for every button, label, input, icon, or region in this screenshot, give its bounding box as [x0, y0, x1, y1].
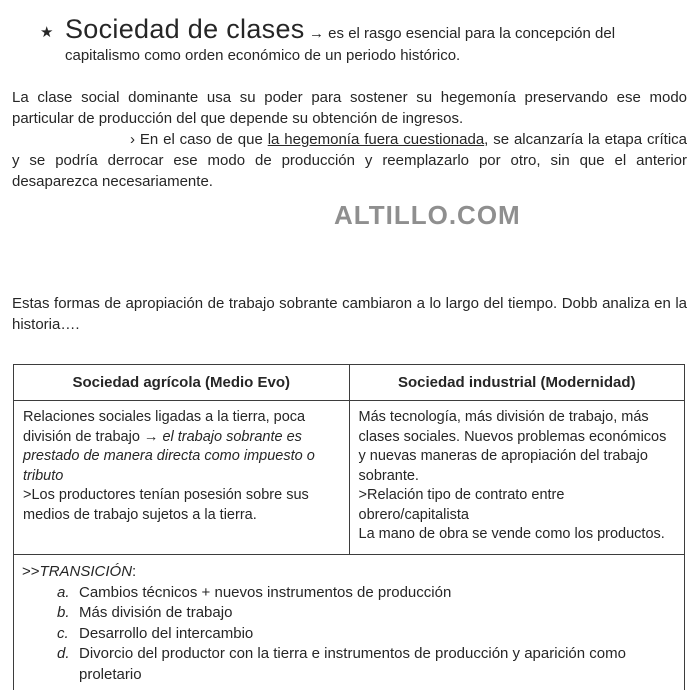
- heading-subtitle: → es el rasgo esencial para la concepción del capitalismo como orden económico de un periodo histórico.: [65, 25, 616, 64]
- paragraph-dobb: Estas formas de apropiación de trabajo sobrante cambiaron a lo largo del tiempo. Dobb analiza en la historia….: [12, 295, 687, 333]
- table-header-sociedad-industrial: Sociedad industrial (Modernidad): [349, 365, 685, 401]
- paragraph-etapa-pre: › En el caso de que: [130, 131, 268, 148]
- cell-transicion: [14, 554, 685, 690]
- table-header-sociedad-agricola: Sociedad agrícola (Medio Evo): [14, 365, 350, 401]
- industrial-text-line3: La mano de obra se vende como los productos.: [358, 526, 665, 542]
- list-marker: d.: [57, 645, 70, 662]
- list-item-text: Divorcio del productor con la tierra e instrumentos de producción y aparición como proletario: [79, 645, 626, 683]
- transition-title: [22, 561, 674, 582]
- list-item: [22, 624, 674, 645]
- industrial-text-line2: >Relación tipo de contrato entre obrero/capitalista: [358, 487, 565, 523]
- cell-sociedad-agricola: [14, 401, 350, 555]
- list-item-text: Desarrollo del intercambio: [79, 624, 254, 642]
- transition-colon: :: [132, 562, 137, 580]
- table-header-row: [14, 365, 685, 401]
- list-marker: c.: [57, 624, 69, 642]
- table-transition-row: [14, 554, 685, 690]
- industrial-text-line1: Más tecnología, más división de trabajo, más clases sociales. Nuevos problemas económicos y nuevas maneras de apropiación del trabajo sobrante.: [358, 409, 667, 484]
- list-item-text: Cambios técnicos + nuevos instrumentos de producción: [79, 583, 452, 601]
- agricola-text-pre: Relaciones sociales ligadas a la tierra, poca división de trabajo →: [23, 409, 306, 445]
- comparison-table: [13, 364, 685, 690]
- list-marker: a.: [57, 583, 70, 601]
- transition-word: TRANSICIÓN: [39, 562, 133, 580]
- agricola-text-italic: el trabajo sobrante es prestado de manera directa como impuesto o tributo: [23, 428, 315, 484]
- list-marker: b.: [57, 604, 70, 621]
- heading-text: [65, 14, 686, 67]
- underlined-phrase: la hegemonía fuera cuestionada: [267, 131, 485, 148]
- agricola-text-line2: >Los productores tenían posesión sobre sus medios de trabajo sujetos a la tierra.: [23, 487, 309, 523]
- cell-sociedad-industrial: [349, 401, 685, 555]
- altillo-watermark: ALTILLO.COM: [334, 200, 521, 230]
- transition-prefix: >>: [22, 562, 40, 580]
- transition-list: [22, 583, 674, 686]
- table-body-row: [14, 401, 685, 555]
- heading: [40, 14, 686, 67]
- star-bullet-icon: ★: [40, 24, 54, 41]
- list-item: [22, 583, 674, 604]
- list-item: [22, 644, 674, 685]
- paragraph-hegemonia: La clase social dominante usa su poder para sostener su hegemonía preservando ese modo particular de producción del que depende su obtención de ingresos.: [12, 89, 687, 127]
- agricola-text-block: [23, 408, 339, 486]
- list-item: [22, 603, 674, 624]
- document-page: [0, 14, 700, 690]
- page-title: Sociedad de clases: [65, 14, 305, 44]
- paragraph-etapa-post: , se alcanzaría la etapa crítica y se podría derrocar ese modo de producción y reemplazarlo por otro, sin que el anterior desaparezca necesariamente.: [12, 131, 688, 190]
- paragraph-etapa-critica: [12, 129, 687, 192]
- list-item-text: Más división de trabajo: [79, 604, 233, 621]
